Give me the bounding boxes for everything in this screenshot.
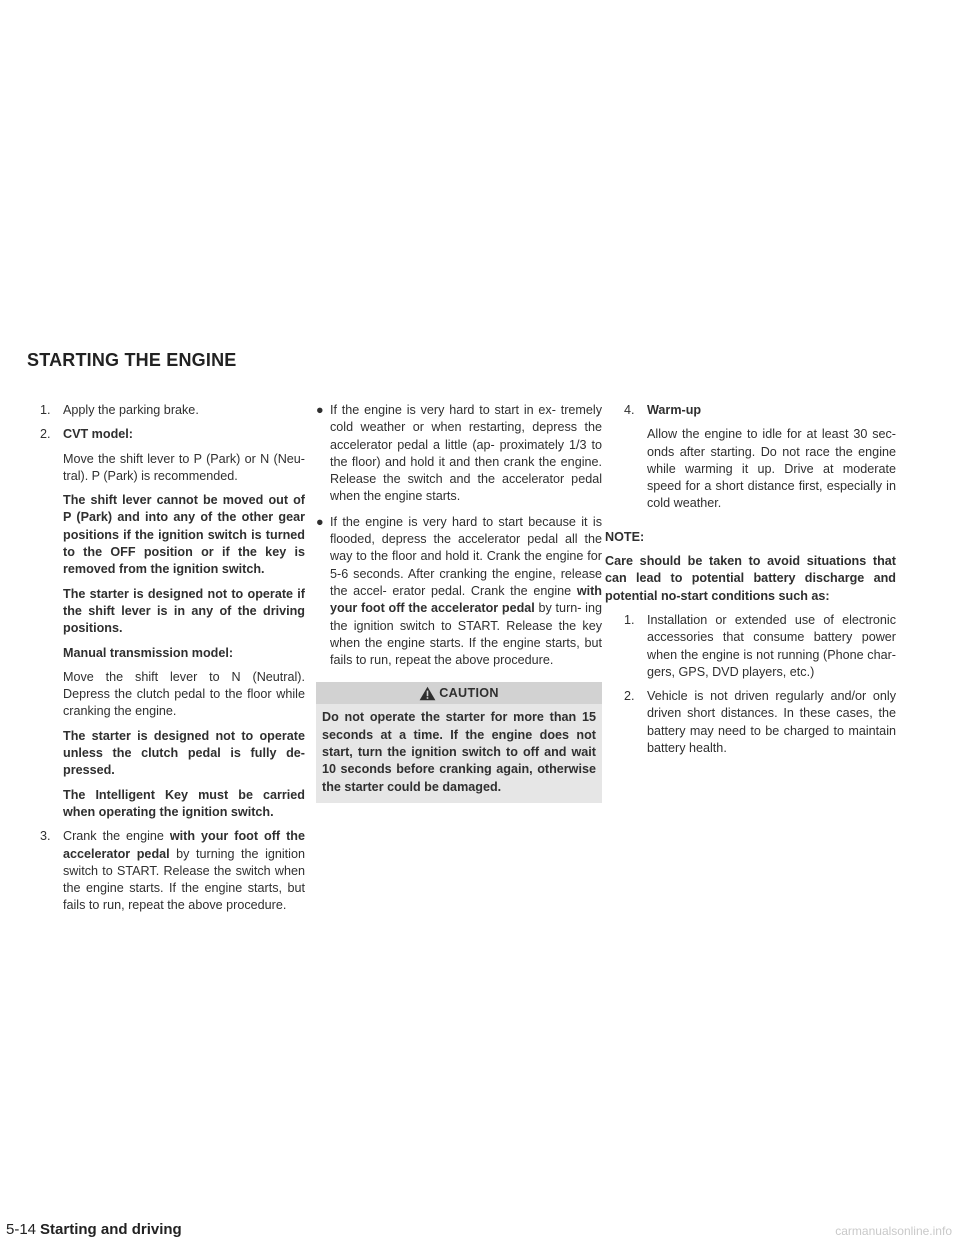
- emphasis-run: with your foot off the accelerator pedal: [63, 829, 305, 861]
- section-title: STARTING THE ENGINE: [27, 350, 237, 370]
- item-number: 1.: [624, 612, 635, 627]
- item-text: Vehicle is not driven regularly and/or only driven short distances. In these cases, the battery may need to be charged to maintain battery health.: [647, 689, 896, 756]
- warning-paragraph: The shift lever cannot be moved out of P (Park) and into any of the other gear positions if the ignition switch is turned to the OFF position or if the key is removed from the ignition switch.: [63, 493, 305, 577]
- paragraph: Allow the engine to idle for at least 30 sec- onds after starting. Do not race the engine while warming it up. Drive at moderate speed for a short distance first, especially in cold weather.: [647, 427, 896, 511]
- warning-paragraph: The starter is designed not to operate if the shift lever is in any of the driving positions.: [63, 586, 305, 636]
- note-text: Care should be taken to avoid situations that can lead to potential battery discharge and potential no-start conditions such as:: [605, 554, 896, 603]
- text-run: by turn- ing the ignition switch to START. Release the key when the engine starts. If the engine starts, but fails to run, repeat the above procedure.: [330, 601, 602, 668]
- caution-title: CAUTION: [439, 685, 499, 700]
- paragraph: Move the shift lever to P (Park) or N (Neu- tral). P (Park) is recommended.: [63, 451, 305, 483]
- step-4: [624, 402, 896, 419]
- caution-text: Do not operate the starter for more than 15 seconds at a time. If the engine does not start, turn the ignition switch to off and wait 10 seconds before cranking again, otherwise the starter could be damaged.: [322, 710, 596, 794]
- step-3: [40, 828, 305, 914]
- note-heading: NOTE:: [605, 529, 645, 544]
- emphasis-run: with your foot off the accelerator pedal: [330, 583, 602, 616]
- step-text: Apply the parking brake.: [63, 403, 199, 417]
- watermark: carmanualsonline.info: [835, 1224, 952, 1238]
- column-1: [40, 402, 305, 922]
- item-text: Installation or extended use of electronic accessories that consume battery power when the engine is not running (Phone char- gers, GPS, DVD players, etc.): [647, 612, 896, 679]
- step-2: [40, 426, 305, 443]
- note-item-2: [624, 688, 896, 757]
- paragraph: Move the shift lever to N (Neutral). Depress the clutch pedal to the floor while cranking the engine.: [63, 669, 305, 719]
- text-run: Crank the engine: [63, 829, 170, 844]
- caution-box: [316, 682, 602, 802]
- warning-triangle-icon: [419, 686, 436, 701]
- warning-paragraph: The Intelligent Key must be carried when operating the ignition switch.: [63, 787, 305, 819]
- step-number: 3.: [40, 829, 51, 844]
- caution-header: [316, 682, 602, 704]
- column-3: [605, 402, 896, 764]
- text-run: by turning the ignition switch to START. Release the switch when the engine starts. If the engine starts, but fails to run, repeat the above procedure.: [63, 846, 305, 913]
- step-text: [63, 828, 305, 914]
- text-run: If the engine is very hard to start because it is flooded, depress the accelerator pedal all the way to the floor and hold it. Crank the engine for 5-6 seconds. After cranking the engine, release the accel- erator pedal. Crank the engine: [330, 514, 602, 598]
- step-1: [40, 402, 305, 419]
- bullet-icon: ●: [316, 403, 324, 417]
- step-number: 1.: [40, 403, 51, 417]
- column-2: [316, 402, 602, 803]
- bullet-text: If the engine is very hard to start in ex- tremely cold weather or when restarting, depress the accelerator pedal a little (ap- proximately 1/3 to the floor) and hold it and then crank the engine. Release the switch and the accelerator pedal when the engine starts.: [330, 403, 602, 504]
- step-number: 4.: [624, 403, 635, 417]
- note-item-1: [624, 612, 896, 681]
- page-footer: [6, 1221, 182, 1238]
- bullet-item: [316, 402, 602, 506]
- step-heading: Warm-up: [647, 403, 702, 417]
- subheading: Manual transmission model:: [63, 645, 234, 660]
- page-number: 5-14: [6, 1221, 37, 1238]
- step-number: 2.: [40, 427, 51, 442]
- warning-paragraph: The starter is designed not to operate unless the clutch pedal is fully de- pressed.: [63, 728, 305, 778]
- bullet-text: [330, 514, 602, 670]
- chapter-title: Starting and driving: [40, 1221, 182, 1238]
- step-heading: CVT model:: [63, 427, 133, 442]
- bullet-item: [316, 514, 602, 670]
- bullet-icon: ●: [316, 514, 324, 529]
- item-number: 2.: [624, 689, 635, 704]
